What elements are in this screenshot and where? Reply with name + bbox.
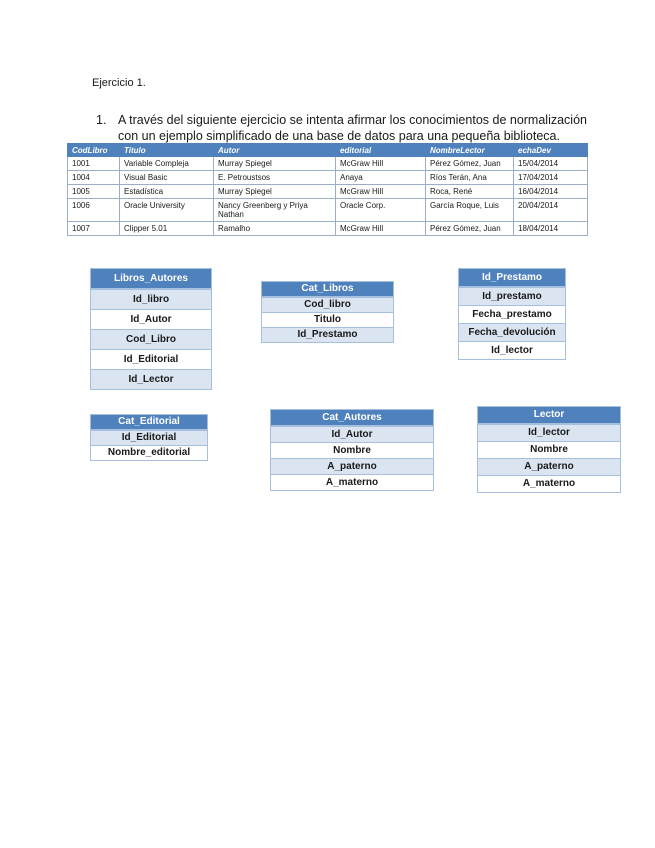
entity-title: Id_Prestamo [459,269,565,287]
table-cell: Oracle University [120,199,214,222]
table-row [68,222,588,236]
table-cell: Pérez Gómez, Juan [426,222,514,236]
table-cell: 15/04/2014 [514,157,588,171]
table-cell: 1001 [68,157,120,171]
column-header: CodLibro [68,144,120,157]
entity-field: Id_Editorial [91,349,211,369]
entity-field: Fecha_devolución [459,323,565,341]
column-header: Autor [214,144,336,157]
entity-id-prestamo [458,268,566,360]
table-cell: McGraw Hill [336,157,426,171]
column-header: echaDev [514,144,588,157]
table-cell: 1004 [68,171,120,185]
entity-cat-libros [261,281,394,343]
item-number: 1. [96,113,107,127]
table-row [68,171,588,185]
entity-field: Id_libro [91,289,211,309]
table-cell: Ríos Terán, Ana [426,171,514,185]
entity-title: Libros_Autores [91,269,211,289]
table-cell: Anaya [336,171,426,185]
table-row [68,185,588,199]
table-row [68,157,588,171]
entity-lector [477,406,621,493]
entity-field: Id_Autor [271,426,433,442]
table-cell: E. Petroustsos [214,171,336,185]
entity-field: Nombre [271,442,433,458]
table-cell: 1005 [68,185,120,199]
table-cell: 1007 [68,222,120,236]
entity-title: Cat_Editorial [91,415,207,430]
table-cell: Roca, René [426,185,514,199]
table-cell: Pérez Gómez, Juan [426,157,514,171]
entity-field: A_materno [271,474,433,490]
table-cell: Clipper 5.01 [120,222,214,236]
entity-field: Cod_Libro [91,329,211,349]
entity-cat-autores [270,409,434,491]
table-cell: Ramalho [214,222,336,236]
table-cell: McGraw Hill [336,222,426,236]
entity-title: Cat_Autores [271,410,433,426]
table-cell: 18/04/2014 [514,222,588,236]
table-cell: Visual Basic [120,171,214,185]
entity-field: Titulo [262,312,393,327]
entity-field: A_paterno [478,458,620,475]
entity-field: Nombre_editorial [91,445,207,460]
table-cell: 20/04/2014 [514,199,588,222]
item-text: A través del siguiente ejercicio se intenta afirmar los conocimientos de normalización con un ejemplo simplificado de una base de datos para una pequeña biblioteca. [118,113,587,143]
table-cell: Estadística [120,185,214,199]
table-cell: Murray Spiegel [214,185,336,199]
entity-field: Id_Prestamo [262,327,393,342]
entity-field: A_paterno [271,458,433,474]
entity-field: Id_Lector [91,369,211,389]
entity-title: Cat_Libros [262,282,393,297]
entity-field: A_materno [478,475,620,492]
table-cell: 16/04/2014 [514,185,588,199]
table-header-row [68,144,588,157]
table-cell: Oracle Corp. [336,199,426,222]
table-cell: 1006 [68,199,120,222]
table-cell: García Roque, Luis [426,199,514,222]
entity-cat-editorial [90,414,208,461]
entity-field: Fecha_prestamo [459,305,565,323]
table-row [68,199,588,222]
column-header: Titulo [120,144,214,157]
library-data-table [67,143,588,236]
entity-field: Id_lector [459,341,565,359]
entity-field: Cod_libro [262,297,393,312]
entity-title: Lector [478,407,620,424]
table-cell: Variable Compleja [120,157,214,171]
exercise-heading: Ejercicio 1. [92,77,146,89]
column-header: NombreLector [426,144,514,157]
entity-field: Nombre [478,441,620,458]
entity-field: Id_prestamo [459,287,565,305]
table-cell: Murray Spiegel [214,157,336,171]
entity-field: Id_Autor [91,309,211,329]
table-cell: McGraw Hill [336,185,426,199]
entity-field: Id_lector [478,424,620,441]
entity-libros-autores [90,268,212,390]
table-cell: 17/04/2014 [514,171,588,185]
table-cell: Nancy Greenberg y Priya Nathan [214,199,336,222]
column-header: editorial [336,144,426,157]
entity-field: Id_Editorial [91,430,207,445]
